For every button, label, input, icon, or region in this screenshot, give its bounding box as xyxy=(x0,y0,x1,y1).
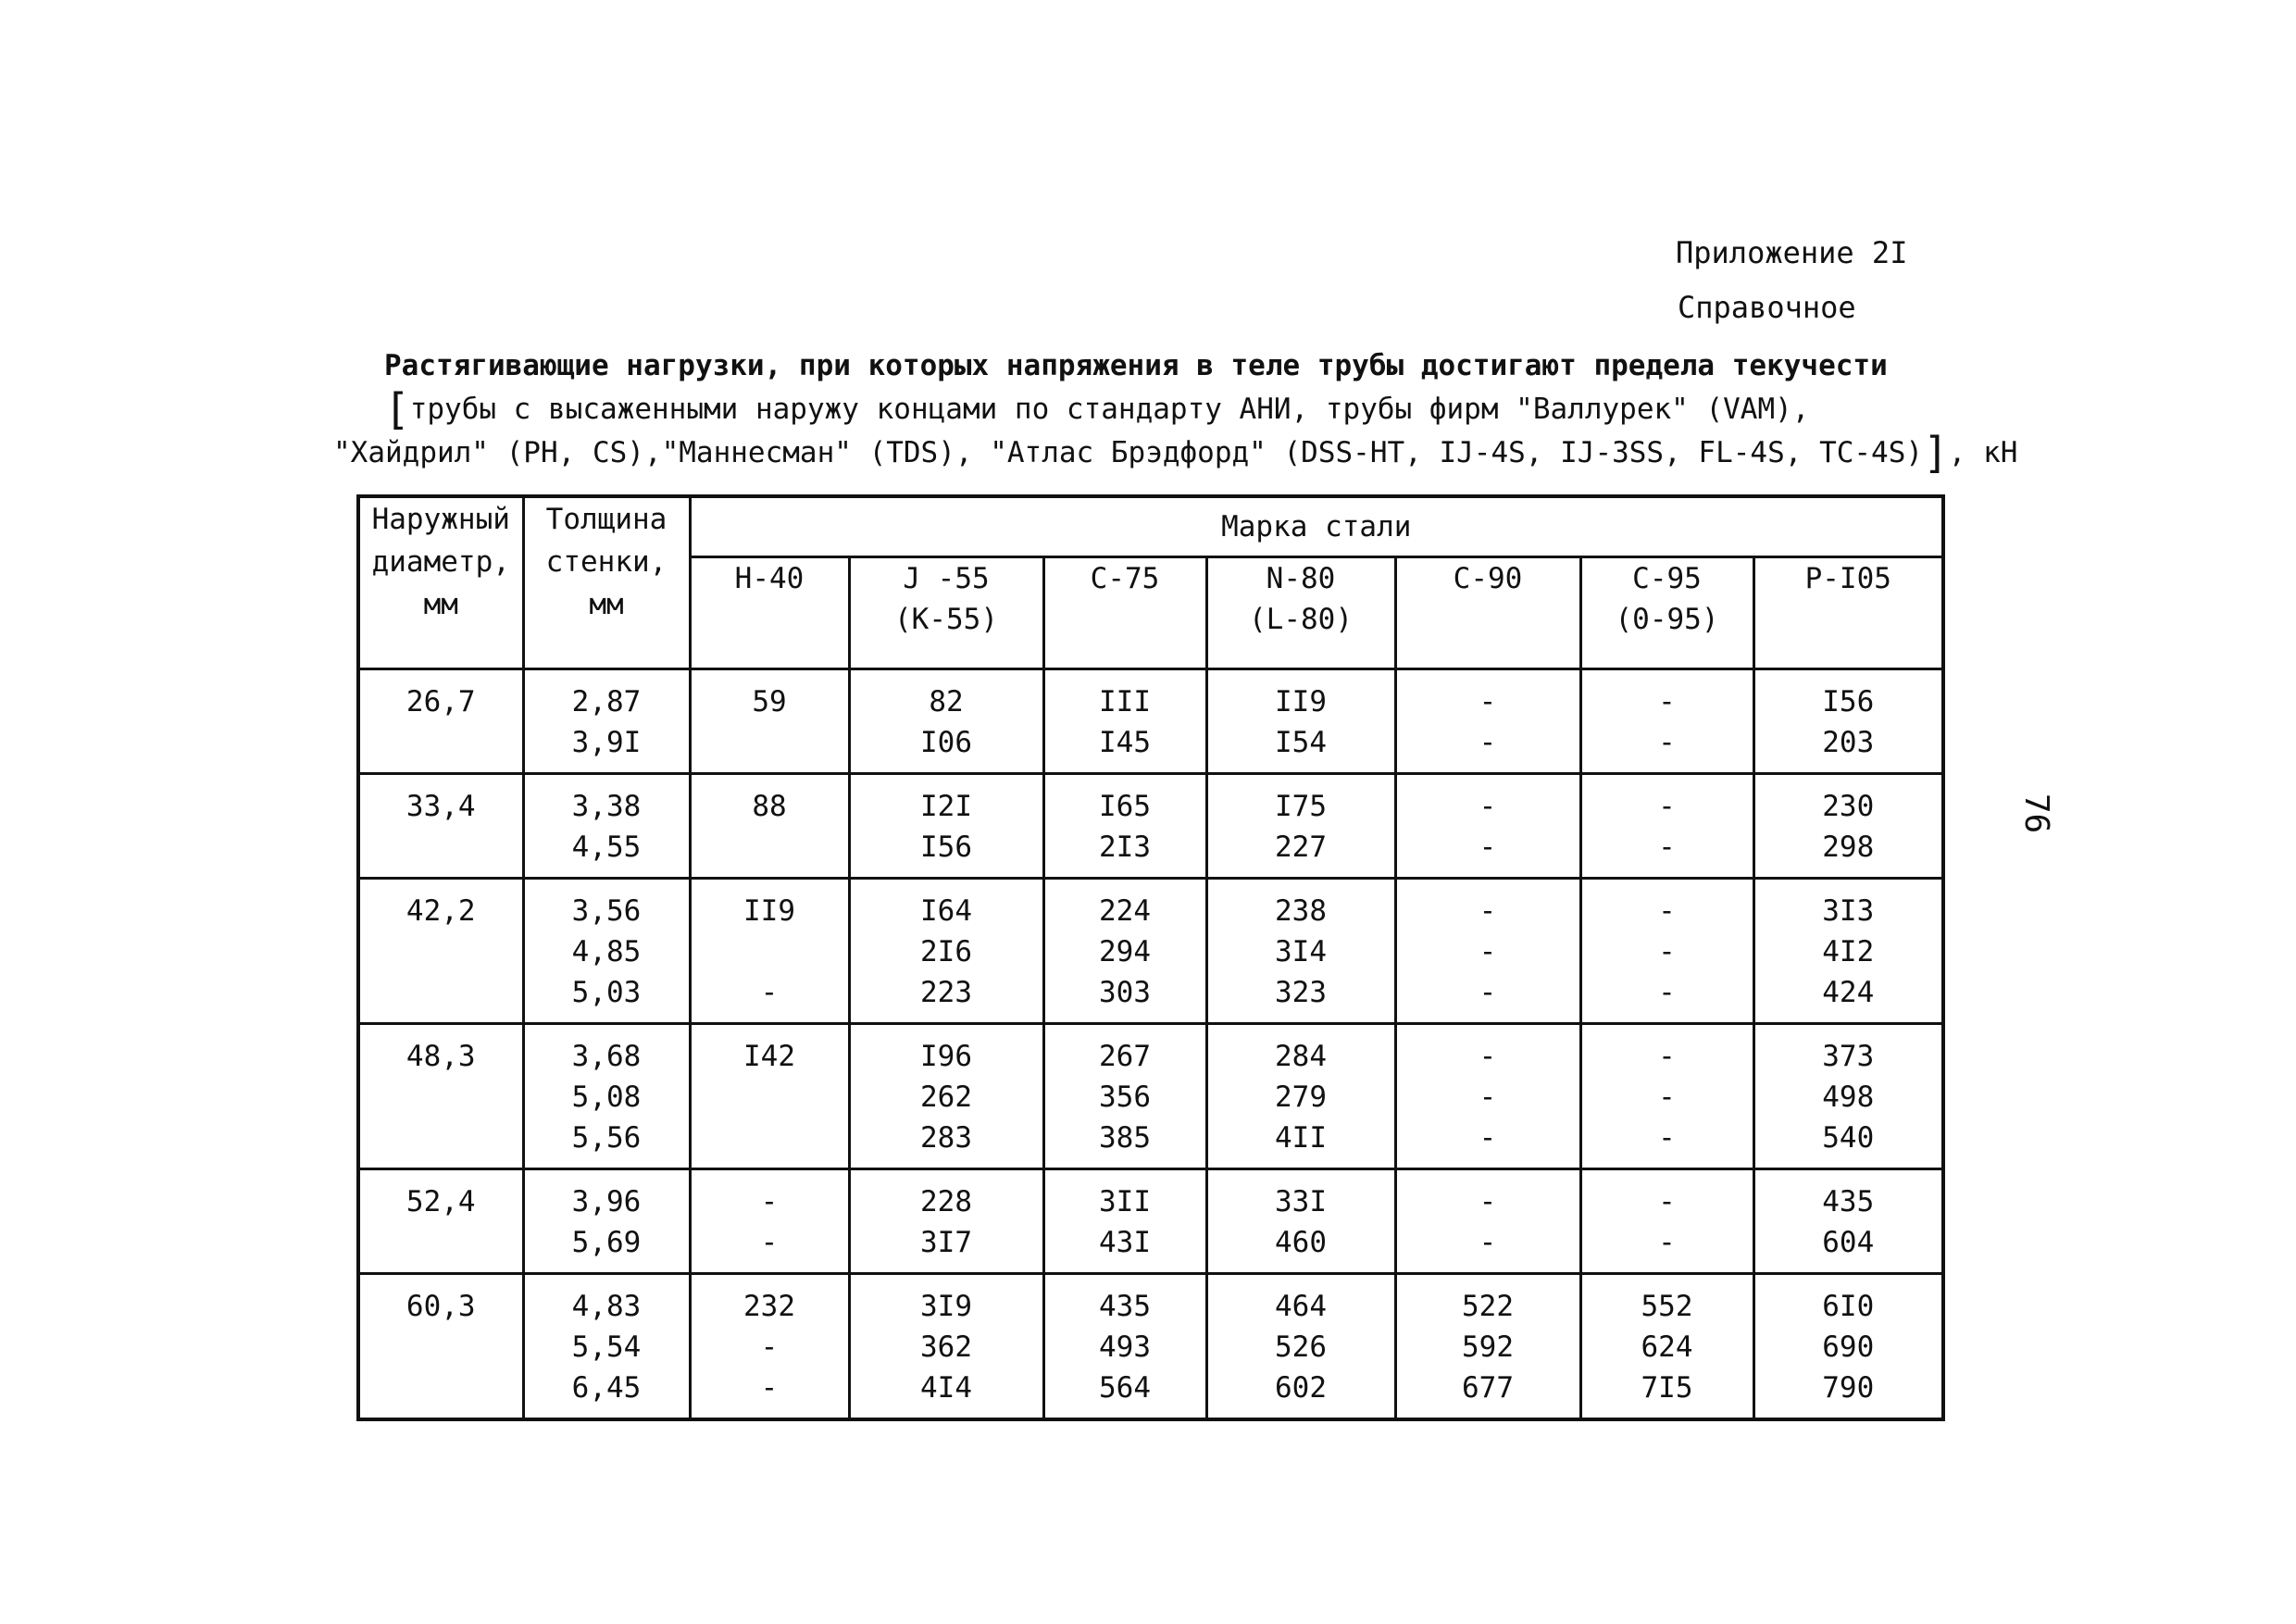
cell-value: 5,69 xyxy=(571,1226,642,1259)
cell-thickness xyxy=(523,879,690,1024)
table-row-group xyxy=(358,774,1943,879)
cell-value: 385 xyxy=(1099,1121,1151,1155)
cell-value: - xyxy=(1479,685,1497,718)
cell-value: - xyxy=(1479,1185,1497,1218)
grade-line: P-I05 xyxy=(1804,562,1891,595)
cell-value: - xyxy=(760,1371,779,1405)
cell-value: - xyxy=(760,976,779,1009)
cell-value xyxy=(692,931,848,972)
cell-n80 xyxy=(1206,1024,1395,1169)
table-row-group xyxy=(358,879,1943,1024)
header-steel-grade: Марка стали xyxy=(690,496,1943,557)
cell-value: 88 xyxy=(752,790,787,823)
grade-line: (L-80) xyxy=(1249,603,1353,636)
cell-p105 xyxy=(1753,879,1943,1024)
caption-open-bracket: [ xyxy=(384,384,410,434)
cell-value: - xyxy=(1658,831,1676,864)
cell-value: 232 xyxy=(743,1290,795,1323)
cell-value: 294 xyxy=(1099,935,1151,968)
cell-j55 xyxy=(849,1169,1043,1274)
cell-value: I45 xyxy=(1099,726,1151,759)
cell-value: - xyxy=(1658,894,1676,928)
cell-h40 xyxy=(690,879,849,1024)
cell-diameter xyxy=(358,1169,523,1274)
cell-value: 33I xyxy=(1275,1185,1327,1218)
cell-value: 267 xyxy=(1099,1040,1151,1073)
cell-value: 498 xyxy=(1822,1081,1875,1114)
cell-value: 690 xyxy=(1822,1330,1875,1364)
cell-value: 3I3 xyxy=(1822,894,1875,928)
cell-c90 xyxy=(1395,1274,1580,1420)
cell-value: 522 xyxy=(1462,1290,1514,1323)
grade-line: N-80 xyxy=(1266,562,1336,595)
cell-value: - xyxy=(1658,726,1676,759)
cell-value: 6I0 xyxy=(1822,1290,1875,1323)
cell-p105 xyxy=(1753,1274,1943,1420)
cell-c90 xyxy=(1395,1169,1580,1274)
cell-value: - xyxy=(1479,1121,1497,1155)
cell-value: 6,45 xyxy=(571,1371,642,1405)
grade-n80 xyxy=(1206,557,1395,669)
cell-value: - xyxy=(1479,976,1497,1009)
cell-value: 2I3 xyxy=(1099,831,1151,864)
cell-diameter xyxy=(358,879,523,1024)
cell-value xyxy=(692,1077,848,1118)
cell-value: 493 xyxy=(1099,1330,1151,1364)
cell-value: I75 xyxy=(1275,790,1327,823)
table-row-group xyxy=(358,669,1943,774)
cell-value: - xyxy=(1658,790,1676,823)
cell-value: 540 xyxy=(1822,1121,1875,1155)
cell-j55 xyxy=(849,1274,1043,1420)
cell-value: 203 xyxy=(1822,726,1875,759)
header-diameter-line: мм xyxy=(423,588,458,621)
cell-value: 60,3 xyxy=(406,1290,476,1323)
cell-h40 xyxy=(690,1024,849,1169)
appendix-label: Приложение 2I xyxy=(1676,235,1908,270)
grade-c90 xyxy=(1395,557,1580,669)
cell-value: I2I xyxy=(920,790,972,823)
cell-value: 4I4 xyxy=(920,1371,972,1405)
grade-line: C-75 xyxy=(1090,562,1160,595)
cell-value: 52,4 xyxy=(406,1185,476,1218)
cell-value: 262 xyxy=(920,1081,972,1114)
cell-value: - xyxy=(1479,935,1497,968)
caption-close-bracket: ] xyxy=(1923,428,1949,478)
table-row xyxy=(358,1024,1943,1169)
cell-c90 xyxy=(1395,774,1580,879)
grade-line: (K-55) xyxy=(894,603,998,636)
cell-value: 224 xyxy=(1099,894,1151,928)
cell-value: 604 xyxy=(1822,1226,1875,1259)
cell-value: - xyxy=(1479,1081,1497,1114)
caption-line-2-text: трубы с высаженными наружу концами по стандарту АНИ, трубы фирм "Валлурек" (VAM), xyxy=(409,393,1810,426)
cell-value: I65 xyxy=(1099,790,1151,823)
cell-c75 xyxy=(1043,879,1206,1024)
cell-n80 xyxy=(1206,1274,1395,1420)
cell-value: 4,83 xyxy=(571,1290,642,1323)
header-diameter-line: Наружный xyxy=(371,503,510,536)
cell-value: 82 xyxy=(929,685,964,718)
grade-line: C-95 xyxy=(1632,562,1702,595)
cell-thickness xyxy=(523,1169,690,1274)
caption-unit: , кН xyxy=(1948,436,2018,469)
grade-line: (0-95) xyxy=(1615,603,1719,636)
table-row-group xyxy=(358,1169,1943,1274)
cell-value: - xyxy=(1658,1040,1676,1073)
cell-value: 323 xyxy=(1275,976,1327,1009)
cell-value: - xyxy=(1479,790,1497,823)
cell-h40 xyxy=(690,1169,849,1274)
cell-value: 5,56 xyxy=(571,1121,642,1155)
cell-n80 xyxy=(1206,774,1395,879)
cell-value: 59 xyxy=(752,685,787,718)
cell-value: 43I xyxy=(1099,1226,1151,1259)
cell-value: 3I7 xyxy=(920,1226,972,1259)
cell-value: 677 xyxy=(1462,1371,1514,1405)
cell-value: 3,38 xyxy=(571,790,642,823)
cell-c90 xyxy=(1395,1024,1580,1169)
cell-value: 3I4 xyxy=(1275,935,1327,968)
cell-value: 4II xyxy=(1275,1121,1327,1155)
cell-value: 230 xyxy=(1822,790,1875,823)
cell-c95 xyxy=(1580,1169,1753,1274)
cell-value: 3,9I xyxy=(571,726,642,759)
grade-line: C-90 xyxy=(1453,562,1523,595)
reference-label: Справочное xyxy=(1678,290,1856,325)
cell-value: 223 xyxy=(920,976,972,1009)
cell-value: 33,4 xyxy=(406,790,476,823)
cell-c95 xyxy=(1580,669,1753,774)
cell-value: 303 xyxy=(1099,976,1151,1009)
cell-value: 356 xyxy=(1099,1081,1151,1114)
grade-c95 xyxy=(1580,557,1753,669)
cell-c75 xyxy=(1043,669,1206,774)
cell-value: 3,68 xyxy=(571,1040,642,1073)
cell-value: 526 xyxy=(1275,1330,1327,1364)
cell-n80 xyxy=(1206,1169,1395,1274)
grade-line: H-40 xyxy=(734,562,805,595)
tension-load-table xyxy=(356,494,1945,1421)
cell-value: II9 xyxy=(743,894,795,928)
cell-value: - xyxy=(1479,894,1497,928)
header-thickness-line: стенки, xyxy=(545,545,668,579)
cell-value: 435 xyxy=(1822,1185,1875,1218)
cell-thickness xyxy=(523,774,690,879)
cell-h40 xyxy=(690,669,849,774)
cell-value: 3,56 xyxy=(571,894,642,928)
cell-value: - xyxy=(1479,726,1497,759)
cell-value: 564 xyxy=(1099,1371,1151,1405)
cell-value xyxy=(692,722,848,763)
cell-value: - xyxy=(1658,1226,1676,1259)
cell-value: I06 xyxy=(920,726,972,759)
cell-c95 xyxy=(1580,1274,1753,1420)
caption-line-3-text: "Хайдрил" (PH, CS),"Маннесман" (TDS), "Атлас Брэдфорд" (DSS-HT, IJ-4S, IJ-3SS, FL-4S, TC-4S) xyxy=(333,436,1924,469)
cell-value: - xyxy=(1658,1185,1676,1218)
cell-value: - xyxy=(1658,935,1676,968)
cell-value: 5,03 xyxy=(571,976,642,1009)
cell-value: I54 xyxy=(1275,726,1327,759)
cell-value: 3,96 xyxy=(571,1185,642,1218)
cell-value: - xyxy=(1658,1081,1676,1114)
cell-value: 298 xyxy=(1822,831,1875,864)
table-row xyxy=(358,774,1943,879)
cell-n80 xyxy=(1206,669,1395,774)
cell-j55 xyxy=(849,1024,1043,1169)
cell-value: 624 xyxy=(1641,1330,1693,1364)
cell-value: I42 xyxy=(743,1040,795,1073)
grade-p105 xyxy=(1753,557,1943,669)
cell-thickness xyxy=(523,1274,690,1420)
cell-value: 26,7 xyxy=(406,685,476,718)
grade-j55 xyxy=(849,557,1043,669)
cell-c75 xyxy=(1043,1024,1206,1169)
cell-value: 5,08 xyxy=(571,1081,642,1114)
cell-value: 460 xyxy=(1275,1226,1327,1259)
cell-c95 xyxy=(1580,879,1753,1024)
caption-line-1: Растягивающие нагрузки, при которых напряжения в теле трубы достигают предела текучести xyxy=(384,349,1888,382)
cell-h40 xyxy=(690,1274,849,1420)
cell-value: 42,2 xyxy=(406,894,476,928)
cell-value: I96 xyxy=(920,1040,972,1073)
cell-value: 48,3 xyxy=(406,1040,476,1073)
cell-p105 xyxy=(1753,669,1943,774)
cell-value: 3II xyxy=(1099,1185,1151,1218)
header-thickness-line: мм xyxy=(589,588,624,621)
cell-value: - xyxy=(1658,1121,1676,1155)
header-diameter-line: диаметр, xyxy=(371,545,510,579)
cell-value: 5,54 xyxy=(571,1330,642,1364)
cell-diameter xyxy=(358,669,523,774)
cell-c75 xyxy=(1043,774,1206,879)
cell-value: 7I5 xyxy=(1641,1371,1693,1405)
cell-diameter xyxy=(358,774,523,879)
table-row xyxy=(358,879,1943,1024)
grade-c75 xyxy=(1043,557,1206,669)
cell-c75 xyxy=(1043,1169,1206,1274)
cell-value: 435 xyxy=(1099,1290,1151,1323)
cell-value: 2I6 xyxy=(920,935,972,968)
cell-value: I64 xyxy=(920,894,972,928)
table-row xyxy=(358,669,1943,774)
grade-h40 xyxy=(690,557,849,669)
cell-p105 xyxy=(1753,1169,1943,1274)
caption-line-2 xyxy=(333,384,2000,434)
grade-line: J -55 xyxy=(903,562,990,595)
cell-thickness xyxy=(523,1024,690,1169)
cell-c95 xyxy=(1580,774,1753,879)
table-row-group xyxy=(358,1274,1943,1420)
cell-value: 464 xyxy=(1275,1290,1327,1323)
cell-c90 xyxy=(1395,669,1580,774)
cell-value xyxy=(692,1118,848,1158)
cell-value: 4,85 xyxy=(571,935,642,968)
cell-value: 602 xyxy=(1275,1371,1327,1405)
caption-line-3 xyxy=(333,428,2018,478)
cell-value: - xyxy=(1479,831,1497,864)
cell-j55 xyxy=(849,669,1043,774)
cell-c90 xyxy=(1395,879,1580,1024)
cell-c95 xyxy=(1580,1024,1753,1169)
header-thickness-line: Толщина xyxy=(545,503,668,536)
cell-value: - xyxy=(760,1185,779,1218)
cell-value: 3I9 xyxy=(920,1290,972,1323)
cell-value: 228 xyxy=(920,1185,972,1218)
cell-j55 xyxy=(849,879,1043,1024)
cell-c75 xyxy=(1043,1274,1206,1420)
cell-value: - xyxy=(1658,685,1676,718)
cell-thickness xyxy=(523,669,690,774)
page-number: 76 xyxy=(2017,793,2056,834)
table-row-group xyxy=(358,1024,1943,1169)
cell-value: - xyxy=(760,1330,779,1364)
cell-value: - xyxy=(1479,1226,1497,1259)
table-caption xyxy=(333,344,2018,478)
cell-value: - xyxy=(1479,1040,1497,1073)
cell-n80 xyxy=(1206,879,1395,1024)
cell-value: I56 xyxy=(1822,685,1875,718)
cell-h40 xyxy=(690,774,849,879)
cell-value: 592 xyxy=(1462,1330,1514,1364)
cell-value: 238 xyxy=(1275,894,1327,928)
table-row xyxy=(358,1274,1943,1420)
header-diameter xyxy=(358,496,523,669)
cell-value: II9 xyxy=(1275,685,1327,718)
cell-value xyxy=(692,827,848,868)
cell-value: 790 xyxy=(1822,1371,1875,1405)
cell-value: 284 xyxy=(1275,1040,1327,1073)
cell-j55 xyxy=(849,774,1043,879)
cell-value: 283 xyxy=(920,1121,972,1155)
cell-value: 424 xyxy=(1822,976,1875,1009)
cell-value: 279 xyxy=(1275,1081,1327,1114)
cell-p105 xyxy=(1753,774,1943,879)
cell-value: 373 xyxy=(1822,1040,1875,1073)
cell-diameter xyxy=(358,1024,523,1169)
cell-value: 552 xyxy=(1641,1290,1693,1323)
table-row xyxy=(358,1169,1943,1274)
cell-value: 4I2 xyxy=(1822,935,1875,968)
cell-value: III xyxy=(1099,685,1151,718)
cell-value: - xyxy=(760,1226,779,1259)
cell-value: - xyxy=(1658,976,1676,1009)
header-thickness xyxy=(523,496,690,669)
cell-value: 227 xyxy=(1275,831,1327,864)
cell-value: I56 xyxy=(920,831,972,864)
cell-value: 2,87 xyxy=(571,685,642,718)
cell-diameter xyxy=(358,1274,523,1420)
cell-value: 362 xyxy=(920,1330,972,1364)
cell-value: 4,55 xyxy=(571,831,642,864)
cell-p105 xyxy=(1753,1024,1943,1169)
